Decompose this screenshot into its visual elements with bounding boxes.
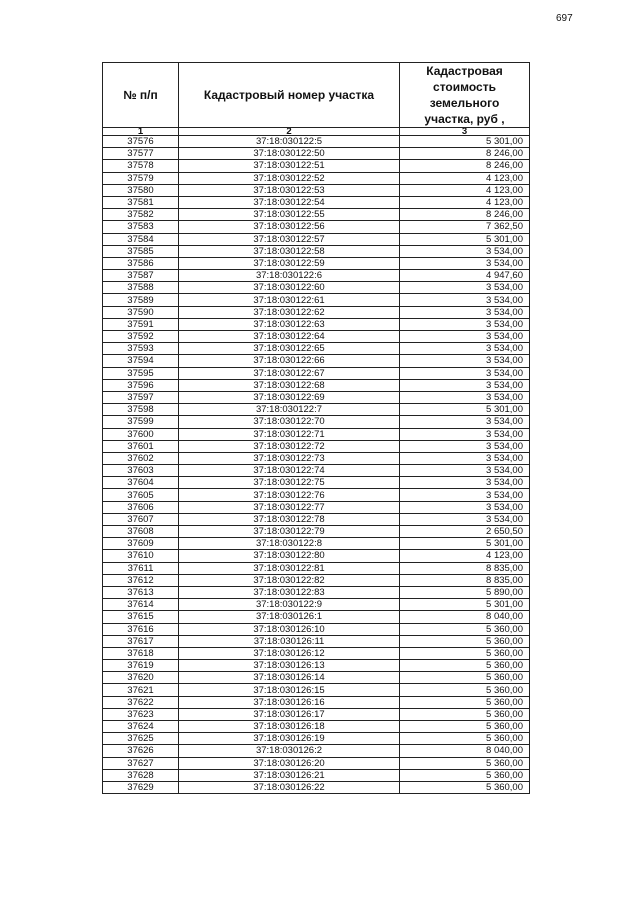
cadastral-number: 37:18:030126:13 <box>179 660 400 672</box>
cadastral-number: 37:18:030122:57 <box>179 233 400 245</box>
cadastral-value: 5 360,00 <box>400 672 530 684</box>
row-index: 37610 <box>103 550 179 562</box>
cadastral-number: 37:18:030122:73 <box>179 452 400 464</box>
row-index: 37581 <box>103 196 179 208</box>
row-index: 37608 <box>103 526 179 538</box>
table-row <box>103 538 530 550</box>
row-index: 37612 <box>103 574 179 586</box>
cadastral-number: 37:18:030122:79 <box>179 526 400 538</box>
cadastral-number: 37:18:030122:63 <box>179 318 400 330</box>
cadastral-number: 37:18:030122:5 <box>179 136 400 148</box>
cadastral-value: 8 040,00 <box>400 611 530 623</box>
row-index: 37584 <box>103 233 179 245</box>
table-row <box>103 513 530 525</box>
cadastral-value: 5 301,00 <box>400 233 530 245</box>
cadastral-number: 37:18:030122:8 <box>179 538 400 550</box>
cadastral-value: 3 534,00 <box>400 477 530 489</box>
cadastral-value: 4 947,60 <box>400 270 530 282</box>
row-index: 37583 <box>103 221 179 233</box>
row-index: 37616 <box>103 623 179 635</box>
row-index: 37597 <box>103 391 179 403</box>
cadastral-value: 5 360,00 <box>400 769 530 781</box>
table-row <box>103 184 530 196</box>
table-row <box>103 562 530 574</box>
row-index: 37621 <box>103 684 179 696</box>
table-row <box>103 586 530 598</box>
row-index: 37578 <box>103 160 179 172</box>
cadastral-value: 5 360,00 <box>400 696 530 708</box>
cadastral-number: 37:18:030122:74 <box>179 465 400 477</box>
row-index: 37619 <box>103 660 179 672</box>
cadastral-number: 37:18:030122:56 <box>179 221 400 233</box>
table-row <box>103 672 530 684</box>
cadastral-number: 37:18:030126:17 <box>179 708 400 720</box>
table-row <box>103 781 530 793</box>
cadastral-value: 3 534,00 <box>400 465 530 477</box>
row-index: 37602 <box>103 452 179 464</box>
cadastral-value: 3 534,00 <box>400 343 530 355</box>
column-number: 1 <box>103 128 179 136</box>
cadastral-number: 37:18:030122:64 <box>179 331 400 343</box>
cadastral-value: 7 362,50 <box>400 221 530 233</box>
table-row <box>103 452 530 464</box>
row-index: 37606 <box>103 501 179 513</box>
cadastral-value: 8 246,00 <box>400 160 530 172</box>
cadastral-number: 37:18:030122:65 <box>179 343 400 355</box>
table-row <box>103 550 530 562</box>
table-row <box>103 343 530 355</box>
cadastral-number: 37:18:030122:83 <box>179 586 400 598</box>
cadastral-value: 4 123,00 <box>400 196 530 208</box>
cadastral-value: 3 534,00 <box>400 440 530 452</box>
table-row <box>103 209 530 221</box>
cadastral-value: 3 534,00 <box>400 282 530 294</box>
cadastral-number: 37:18:030122:70 <box>179 416 400 428</box>
cadastral-number: 37:18:030122:80 <box>179 550 400 562</box>
table-row <box>103 623 530 635</box>
cadastral-number: 37:18:030122:54 <box>179 196 400 208</box>
table-row <box>103 647 530 659</box>
cadastral-number: 37:18:030122:53 <box>179 184 400 196</box>
row-index: 37579 <box>103 172 179 184</box>
cadastral-number: 37:18:030122:67 <box>179 367 400 379</box>
table-row <box>103 489 530 501</box>
cadastral-number: 37:18:030122:50 <box>179 148 400 160</box>
cadastral-number: 37:18:030122:82 <box>179 574 400 586</box>
table-row <box>103 196 530 208</box>
table-row <box>103 745 530 757</box>
cadastral-value: 5 360,00 <box>400 684 530 696</box>
row-index: 37591 <box>103 318 179 330</box>
table-row <box>103 221 530 233</box>
row-index: 37624 <box>103 721 179 733</box>
cadastral-number: 37:18:030126:16 <box>179 696 400 708</box>
row-index: 37625 <box>103 733 179 745</box>
row-index: 37592 <box>103 331 179 343</box>
cadastral-value: 3 534,00 <box>400 331 530 343</box>
cadastral-number: 37:18:030126:15 <box>179 684 400 696</box>
cadastral-value: 3 534,00 <box>400 318 530 330</box>
cadastral-number: 37:18:030126:2 <box>179 745 400 757</box>
cadastral-number: 37:18:030122:9 <box>179 599 400 611</box>
row-index: 37614 <box>103 599 179 611</box>
cadastral-value: 3 534,00 <box>400 501 530 513</box>
row-index: 37580 <box>103 184 179 196</box>
cadastral-value: 5 360,00 <box>400 757 530 769</box>
row-index: 37587 <box>103 270 179 282</box>
table-row <box>103 306 530 318</box>
row-index: 37629 <box>103 781 179 793</box>
cadastral-value: 3 534,00 <box>400 428 530 440</box>
cadastral-value: 3 534,00 <box>400 489 530 501</box>
row-index: 37590 <box>103 306 179 318</box>
cadastral-number: 37:18:030122:71 <box>179 428 400 440</box>
cadastral-value: 8 246,00 <box>400 209 530 221</box>
table-row <box>103 160 530 172</box>
table-row <box>103 379 530 391</box>
row-index: 37599 <box>103 416 179 428</box>
cadastral-number: 37:18:030122:59 <box>179 257 400 269</box>
table-row <box>103 611 530 623</box>
cadastral-value: 5 360,00 <box>400 647 530 659</box>
table-row <box>103 355 530 367</box>
row-index: 37601 <box>103 440 179 452</box>
table-row <box>103 477 530 489</box>
row-index: 37586 <box>103 257 179 269</box>
table-row <box>103 270 530 282</box>
cadastral-value: 8 040,00 <box>400 745 530 757</box>
row-index: 37617 <box>103 635 179 647</box>
cadastral-number: 37:18:030126:11 <box>179 635 400 647</box>
column-number: 2 <box>179 128 400 136</box>
cadastral-number: 37:18:030122:66 <box>179 355 400 367</box>
cadastral-number: 37:18:030122:76 <box>179 489 400 501</box>
cadastral-value: 8 246,00 <box>400 148 530 160</box>
column-number-row <box>103 128 530 136</box>
row-index: 37626 <box>103 745 179 757</box>
header-cadastral-number: Кадастровый номер участка <box>179 63 400 128</box>
cadastral-number: 37:18:030126:14 <box>179 672 400 684</box>
row-index: 37607 <box>103 513 179 525</box>
row-index: 37628 <box>103 769 179 781</box>
table-row <box>103 428 530 440</box>
cadastral-number: 37:18:030122:52 <box>179 172 400 184</box>
cadastral-number: 37:18:030126:20 <box>179 757 400 769</box>
cadastral-number: 37:18:030126:10 <box>179 623 400 635</box>
cadastral-value: 5 360,00 <box>400 660 530 672</box>
table-body <box>103 136 530 794</box>
cadastral-value: 3 534,00 <box>400 452 530 464</box>
table-row <box>103 136 530 148</box>
cadastral-number: 37:18:030122:60 <box>179 282 400 294</box>
cadastral-value: 4 123,00 <box>400 550 530 562</box>
cadastral-number: 37:18:030122:77 <box>179 501 400 513</box>
cadastral-number: 37:18:030122:69 <box>179 391 400 403</box>
cadastral-number: 37:18:030122:72 <box>179 440 400 452</box>
table-row <box>103 696 530 708</box>
table-row <box>103 660 530 672</box>
cadastral-number: 37:18:030122:68 <box>179 379 400 391</box>
row-index: 37582 <box>103 209 179 221</box>
table-row <box>103 367 530 379</box>
table-row <box>103 148 530 160</box>
cadastral-value: 5 360,00 <box>400 635 530 647</box>
table-row <box>103 599 530 611</box>
table-row <box>103 391 530 403</box>
header-cadastral-value: Кадастровая стоимость земельного участка, руб , <box>400 63 530 128</box>
table-row <box>103 257 530 269</box>
cadastral-number: 37:18:030126:19 <box>179 733 400 745</box>
row-index: 37604 <box>103 477 179 489</box>
cadastral-value: 5 360,00 <box>400 733 530 745</box>
cadastral-value: 4 123,00 <box>400 184 530 196</box>
table-row <box>103 465 530 477</box>
cadastral-value: 3 534,00 <box>400 379 530 391</box>
table-row <box>103 172 530 184</box>
row-index: 37609 <box>103 538 179 550</box>
table-row <box>103 294 530 306</box>
column-number: 3 <box>400 128 530 136</box>
row-index: 37588 <box>103 282 179 294</box>
cadastral-value: 8 835,00 <box>400 574 530 586</box>
cadastral-number: 37:18:030122:6 <box>179 270 400 282</box>
cadastral-number: 37:18:030126:22 <box>179 781 400 793</box>
cadastral-value: 5 360,00 <box>400 623 530 635</box>
table-row <box>103 245 530 257</box>
row-index: 37596 <box>103 379 179 391</box>
cadastral-number: 37:18:030122:61 <box>179 294 400 306</box>
cadastral-number: 37:18:030126:12 <box>179 647 400 659</box>
row-index: 37605 <box>103 489 179 501</box>
table-row <box>103 733 530 745</box>
row-index: 37594 <box>103 355 179 367</box>
cadastral-value: 5 360,00 <box>400 721 530 733</box>
row-index: 37576 <box>103 136 179 148</box>
table-row <box>103 416 530 428</box>
table-row <box>103 769 530 781</box>
cadastral-value: 3 534,00 <box>400 294 530 306</box>
header-index: № п/п <box>103 63 179 128</box>
cadastral-number: 37:18:030122:7 <box>179 404 400 416</box>
cadastral-number: 37:18:030122:51 <box>179 160 400 172</box>
cadastral-number: 37:18:030122:75 <box>179 477 400 489</box>
row-index: 37618 <box>103 647 179 659</box>
cadastral-value: 5 301,00 <box>400 404 530 416</box>
table-row <box>103 757 530 769</box>
table-row <box>103 684 530 696</box>
table-row <box>103 331 530 343</box>
cadastral-value: 8 835,00 <box>400 562 530 574</box>
cadastral-value: 5 301,00 <box>400 599 530 611</box>
cadastral-number: 37:18:030122:58 <box>179 245 400 257</box>
cadastral-value: 3 534,00 <box>400 416 530 428</box>
row-index: 37595 <box>103 367 179 379</box>
page-number: 697 <box>556 13 573 24</box>
cadastral-value: 2 650,50 <box>400 526 530 538</box>
cadastral-value: 3 534,00 <box>400 391 530 403</box>
table-row <box>103 721 530 733</box>
row-index: 37623 <box>103 708 179 720</box>
cadastral-value: 3 534,00 <box>400 355 530 367</box>
table-row <box>103 501 530 513</box>
table-row <box>103 233 530 245</box>
cadastral-number: 37:18:030126:1 <box>179 611 400 623</box>
table-row <box>103 282 530 294</box>
row-index: 37600 <box>103 428 179 440</box>
cadastral-value: 5 301,00 <box>400 538 530 550</box>
cadastral-number: 37:18:030122:55 <box>179 209 400 221</box>
cadastral-value: 4 123,00 <box>400 172 530 184</box>
row-index: 37598 <box>103 404 179 416</box>
row-index: 37622 <box>103 696 179 708</box>
row-index: 37615 <box>103 611 179 623</box>
table-row <box>103 574 530 586</box>
cadastral-value: 3 534,00 <box>400 306 530 318</box>
cadastral-number: 37:18:030126:18 <box>179 721 400 733</box>
row-index: 37613 <box>103 586 179 598</box>
header-row <box>103 63 530 128</box>
row-index: 37593 <box>103 343 179 355</box>
table-row <box>103 318 530 330</box>
cadastral-value: 5 360,00 <box>400 781 530 793</box>
row-index: 37589 <box>103 294 179 306</box>
cadastral-number: 37:18:030122:81 <box>179 562 400 574</box>
row-index: 37577 <box>103 148 179 160</box>
table-row <box>103 526 530 538</box>
cadastral-value: 3 534,00 <box>400 367 530 379</box>
row-index: 37620 <box>103 672 179 684</box>
row-index: 37585 <box>103 245 179 257</box>
cadastral-value: 3 534,00 <box>400 257 530 269</box>
cadastral-value: 5 360,00 <box>400 708 530 720</box>
cadastral-value: 3 534,00 <box>400 245 530 257</box>
cadastral-value: 5 301,00 <box>400 136 530 148</box>
cadastral-number: 37:18:030122:62 <box>179 306 400 318</box>
table-row <box>103 404 530 416</box>
row-index: 37603 <box>103 465 179 477</box>
cadastral-value: 5 890,00 <box>400 586 530 598</box>
row-index: 37627 <box>103 757 179 769</box>
cadastral-value-table <box>102 62 530 794</box>
row-index: 37611 <box>103 562 179 574</box>
cadastral-value: 3 534,00 <box>400 513 530 525</box>
table-row <box>103 440 530 452</box>
cadastral-number: 37:18:030126:21 <box>179 769 400 781</box>
table-row <box>103 708 530 720</box>
table-row <box>103 635 530 647</box>
cadastral-number: 37:18:030122:78 <box>179 513 400 525</box>
